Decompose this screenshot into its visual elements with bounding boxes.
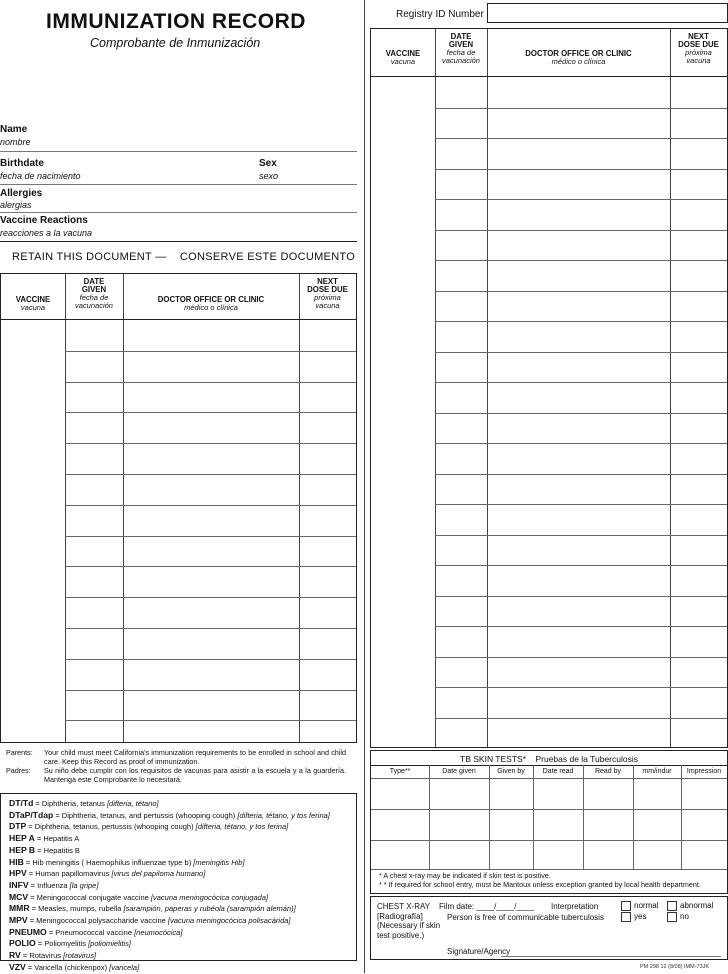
table-row-line [65, 690, 356, 691]
center-divider [364, 0, 365, 973]
abbreviation-item: RV = Rotavirus [rotavirus] [9, 950, 97, 961]
col-date: DATE GIVEN fecha de vacunación [75, 277, 113, 310]
abbreviations-list [9, 798, 348, 974]
table-row-line [435, 291, 727, 292]
divider [299, 274, 300, 742]
tb-col-line [489, 765, 490, 869]
tb-col-header: Impression [686, 768, 722, 775]
abbreviations-box [0, 793, 357, 972]
table-row-line [435, 321, 727, 322]
sex-label-es: sexo [259, 171, 279, 181]
tb-note-1: * A chest x-ray may be indicated if skin test is positive. [379, 871, 551, 880]
normal-option[interactable]: normal [621, 901, 658, 911]
tb-col-line [533, 765, 534, 869]
table-row-line [435, 596, 727, 597]
tb-col-header: Given by [497, 768, 525, 775]
table-row-line [435, 108, 727, 109]
table-row-line [65, 628, 356, 629]
allergies-label: Allergies [0, 188, 43, 199]
chest-xray-box [370, 896, 728, 960]
abbreviation-item: HEP A = Hepatitis A [9, 833, 80, 844]
table-row-line [65, 505, 356, 506]
signature-label: Signature/Agency [447, 947, 511, 956]
abbreviation-item: HEP B = Hepatitis B [9, 844, 80, 855]
page-title: IMMUNIZATION RECORD [46, 10, 306, 33]
col-next-right: NEXT DOSE DUE próxima vacuna [678, 32, 719, 65]
table-row-line [435, 718, 727, 719]
col-doctor: DOCTOR OFFICE OR CLINIC médico o clínica [157, 295, 265, 312]
retain-notice: RETAIN THIS DOCUMENT — CONSERVE ESTE DOCUMENTO [12, 251, 356, 263]
xray-label: CHEST X-RAY [Radiografía] (Necessary if skin test positive.) [377, 902, 441, 940]
tb-col-header: Date read [542, 768, 574, 775]
tb-col-header: Type** [389, 768, 411, 775]
tb-col-header: Read by [594, 768, 622, 775]
divider [1, 319, 356, 320]
table-row-line [65, 566, 356, 567]
col-date-right: DATE GIVEN fecha de vacunación [442, 32, 480, 65]
table-row-line [435, 443, 727, 444]
allergies-label-es: alergias [0, 200, 32, 210]
table-row-line [435, 230, 727, 231]
table-row-line [435, 138, 727, 139]
tb-free-statement: Person is free of communicable tuberculosis [447, 913, 604, 922]
table-row-line [65, 382, 356, 383]
divider [487, 29, 488, 747]
birthdate-label: Birthdate [0, 158, 44, 169]
yes-checkbox[interactable] [621, 912, 631, 922]
abbreviation-item: POLIO = Poliomyelitis [poliomielitis] [9, 938, 131, 949]
tb-col-header: Date given [442, 768, 476, 775]
sex-label: Sex [259, 158, 277, 169]
table-row-line [435, 504, 727, 505]
padres-text: Su niño debe cumplir con los requisitos de vacunas para asistir a la escuela y a la guardería. Mantenga este Comprobante lo necesitará. [44, 766, 346, 784]
parents-text: Your child must meet California's immunization requirements to be enrolled in school and child care. Keep this Record as proof of immunization. [44, 748, 346, 766]
col-vaccine-right: VACCINE vacuna [385, 49, 421, 66]
no-checkbox[interactable] [667, 912, 677, 922]
table-row-line [435, 474, 727, 475]
normal-checkbox[interactable] [621, 901, 631, 911]
interpretation-label: Interpretation [551, 902, 599, 911]
yes-option[interactable]: yes [621, 912, 646, 922]
name-label: Name [0, 124, 28, 135]
parents-notice [6, 748, 346, 784]
tb-col-line [633, 765, 634, 869]
abnormal-checkbox[interactable] [667, 901, 677, 911]
tb-row-line [371, 869, 727, 870]
abbreviation-item: DTP = Diphtheria, tetanus, pertussis (whooping cough) [difteria, tétano, y tos ferina] [9, 821, 289, 832]
tb-col-line [429, 765, 430, 869]
abbreviation-item: MPV = Meningococcal polysaccharide vaccine [vacuna meningocócica polisacárida] [9, 915, 291, 926]
reactions-field[interactable] [0, 241, 357, 242]
abbreviation-item: HPV = Human papillomavirus [virus del papiloma humano] [9, 868, 206, 879]
film-date[interactable]: Film date: ____/____/____ [439, 902, 535, 911]
abbreviation-item: MMR = Measles, mumps, rubella [sarampión, paperas y rubéola (sarampión alemán)] [9, 903, 296, 914]
divider [123, 274, 124, 742]
table-row-line [435, 413, 727, 414]
divider [371, 765, 727, 766]
table-row-line [65, 412, 356, 413]
divider [371, 76, 727, 77]
page-subtitle: Comprobante de Inmunización [90, 36, 261, 50]
tb-row-line [371, 809, 727, 810]
abbreviation-item: MCV = Meningococcal conjugate vaccine [vacuna meningocócica conjugada] [9, 891, 269, 902]
vaccine-table-right [370, 28, 728, 748]
birthdate-label-es: fecha de nacimiento [0, 171, 81, 181]
registry-field[interactable] [487, 3, 728, 23]
col-vaccine: VACCINE vacuna [15, 295, 51, 312]
table-row-line [435, 169, 727, 170]
reactions-label: Vaccine Reactions [0, 215, 88, 226]
table-row-line [65, 597, 356, 598]
table-row-line [65, 351, 356, 352]
table-row-line [435, 352, 727, 353]
tb-skin-tests [370, 750, 728, 894]
table-row-line [435, 260, 727, 261]
tb-row-line [371, 840, 727, 841]
parents-label: Parents: [6, 748, 33, 757]
table-row-line [65, 536, 356, 537]
divider [435, 29, 436, 747]
abbreviation-item: HIB = Hib meningitis ( Haemophilus influenzae type b) [meningitis Hib] [9, 856, 245, 867]
tb-col-header: mm/indur [642, 768, 672, 775]
tb-note-2: * * If required for school entry, must be Mantoux unless exception granted by local health department. [379, 880, 701, 889]
name-label-es: nombre [0, 137, 31, 147]
table-row-line [435, 382, 727, 383]
tb-col-line [583, 765, 584, 869]
allergies-field[interactable] [0, 212, 357, 213]
table-row-line [65, 443, 356, 444]
table-row-line [65, 659, 356, 660]
vaccine-table-left [0, 273, 357, 743]
tb-title: TB SKIN TESTS* Pruebas de la Tuberculosis [460, 754, 638, 764]
abnormal-option[interactable]: abnormal [667, 901, 713, 911]
birthdate-field[interactable] [0, 184, 357, 185]
registry-label: Registry ID Number [396, 9, 484, 20]
table-row-line [435, 626, 727, 627]
no-option[interactable]: no [667, 912, 689, 922]
abbreviation-item: VZV = Varicella (chickenpox) [varicela] [9, 961, 140, 972]
tb-notes [379, 871, 701, 889]
table-row-line [65, 474, 356, 475]
tb-row-line [371, 778, 727, 779]
abbreviation-item: DTaP/Tdap = Diphtheria, tetanus, and pertussis (whooping cough) [difteria, tétano, y tos ferina] [9, 809, 330, 820]
divider [670, 29, 671, 747]
table-row-line [435, 657, 727, 658]
padres-label: Padres: [6, 766, 31, 775]
col-doctor-right: DOCTOR OFFICE OR CLINIC médico o clínica [525, 49, 632, 66]
table-row-line [435, 565, 727, 566]
abbreviation-item: PNEUMO = Pneumococcal vaccine [neumocócica] [9, 926, 183, 937]
table-row-line [435, 535, 727, 536]
table-row-line [435, 199, 727, 200]
tb-col-line [681, 765, 682, 869]
col-next: NEXT DOSE DUE próxima vacuna [307, 277, 348, 310]
divider [65, 274, 66, 742]
abbreviation-item: DT/Td = Diphtheria, tetanus [difteria, tétano] [9, 798, 159, 808]
abbreviation-item: INFV = Influenza [la gripe] [9, 879, 99, 890]
reactions-label-es: reacciones a la vacuna [0, 228, 93, 238]
signature-field[interactable] [501, 956, 721, 957]
name-field[interactable] [0, 151, 357, 152]
table-row-line [435, 687, 727, 688]
form-id: PM 298 12 (8/08) IMM-73JK [640, 964, 710, 970]
table-row-line [65, 720, 356, 721]
